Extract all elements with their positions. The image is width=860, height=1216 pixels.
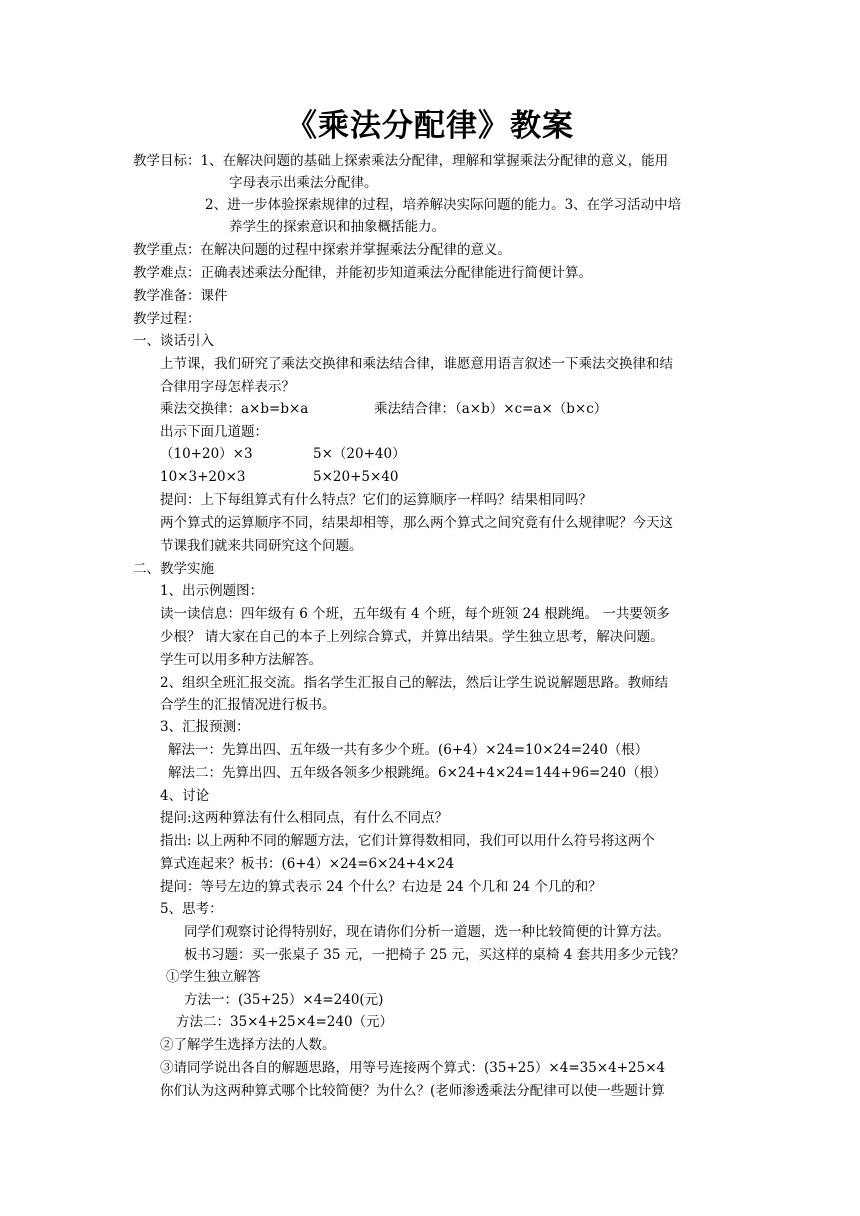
text-line: 方法二：35×4+25×4=240（元）	[176, 1014, 394, 1030]
text-line: 字母表示出乘法分配律。	[229, 175, 378, 191]
text-line: 读一读信息：四年级有 6 个班，五年级有 4 个班，每个班领 24 根跳绳。 一共要领多	[160, 606, 670, 622]
formula: （10+20）×3	[160, 446, 253, 462]
text-line: 教学目标：1、在解决问题的基础上探索乘法分配律，理解和掌握乘法分配律的意义，能用	[133, 153, 669, 169]
text-line: 3、汇报预测：	[160, 719, 250, 735]
text-line: 提问:这两种算法有什么相同点，有什么不同点？	[160, 810, 449, 826]
text-line: 5、思考：	[160, 901, 223, 917]
text-line: 4、讨论	[160, 788, 210, 804]
text-line: ③请同学说出各自的解题思路，用等号连接两个算式：(35+25）×4=35×4+25×4	[160, 1060, 666, 1076]
section-heading: 一、谈话引入	[133, 333, 214, 349]
text-line: 两个算式的运算顺序不同，结果却相等，那么两个算式之间究竟有什么规律呢？今天这	[160, 515, 673, 531]
text-line: ①学生独立解答	[166, 969, 261, 985]
text-line: ②了解学生选择方法的人数。	[160, 1037, 336, 1053]
text-line: 乘法结合律：（a×b）×c=a×（b×c）	[374, 401, 608, 417]
text-line: 教学过程：	[133, 311, 201, 327]
text-line: 乘法交换律：a×b=b×a	[160, 401, 309, 417]
text-line: 提问：等号左边的算式表示 24 个什么？右边是 24 个几和 24 个几的和？	[160, 879, 602, 895]
text-line: 少根？ 请大家在自己的本子上列综合算式，并算出结果。学生独立思考，解决问题。	[160, 629, 664, 645]
text-line: 合学生的汇报情况进行板书。	[160, 697, 336, 713]
text-line: 合律用字母怎样表示？	[160, 379, 295, 395]
text-line: 节课我们就来共同研究这个问题。	[160, 538, 363, 554]
text-line: 上节课，我们研究了乘法交换律和乘法结合律，谁愿意用语言叙述一下乘法交换律和结	[160, 356, 673, 372]
text-line: 方法一：(35+25）×4=240(元)	[184, 992, 384, 1008]
text-line: 教学难点：正确表述乘法分配律，并能初步知道乘法分配律能进行简便计算。	[133, 265, 592, 281]
text-line: 你们认为这两种算式哪个比较简便？为什么？(老师渗透乘法分配律可以使一些题计算	[160, 1083, 665, 1099]
text-line: 指出: 以上两种不同的解题方法，它们计算得数相同，我们可以用什么符号将这两个	[160, 833, 655, 849]
text-line: 2、组织全班汇报交流。指名学生汇报自己的解法，然后让学生说说解题思路。教师结	[160, 675, 669, 691]
text-line: 出示下面几道题：	[160, 424, 268, 440]
section-heading: 二、教学实施	[133, 561, 214, 577]
text-line: 算式连起来？板书：(6+4）×24=6×24+4×24	[160, 856, 455, 872]
formula: 10×3+20×3	[160, 469, 246, 485]
text-line: 板书习题：买一张桌子 35 元，一把椅子 25 元，买这样的桌椅 4 套共用多少元钱？	[184, 947, 685, 963]
formula: 5×（20+40）	[313, 446, 406, 462]
text-line: 提问：上下每组算式有什么特点？它们的运算顺序一样吗？结果相同吗？	[160, 492, 592, 508]
text-line: 学生可以用多种方法解答。	[160, 652, 322, 668]
text-line: 2、进一步体验探索规律的过程，培养解决实际问题的能力。3、在学习活动中培	[205, 197, 682, 213]
formula: 5×20+5×40	[313, 469, 399, 485]
text-line: 同学们观察讨论得特别好，现在请你们分析一道题，选一种比较简便的计算方法。	[184, 924, 670, 940]
text-line: 解法一：先算出四、五年级一共有多少个班。(6+4）×24=10×24=240（根）	[168, 742, 649, 758]
text-line: 养学生的探索意识和抽象概括能力。	[229, 219, 445, 235]
text-line: 教学重点：在解决问题的过程中探索并掌握乘法分配律的意义。	[133, 242, 511, 258]
text-line: 教学准备：课件	[133, 288, 228, 304]
text-line: 1、出示例题图：	[160, 583, 264, 599]
document-title: 《乘法分配律》教案	[286, 108, 574, 144]
text-line: 解法二：先算出四、五年级各领多少根跳绳。6×24+4×24=144+96=240（根）	[168, 765, 667, 781]
